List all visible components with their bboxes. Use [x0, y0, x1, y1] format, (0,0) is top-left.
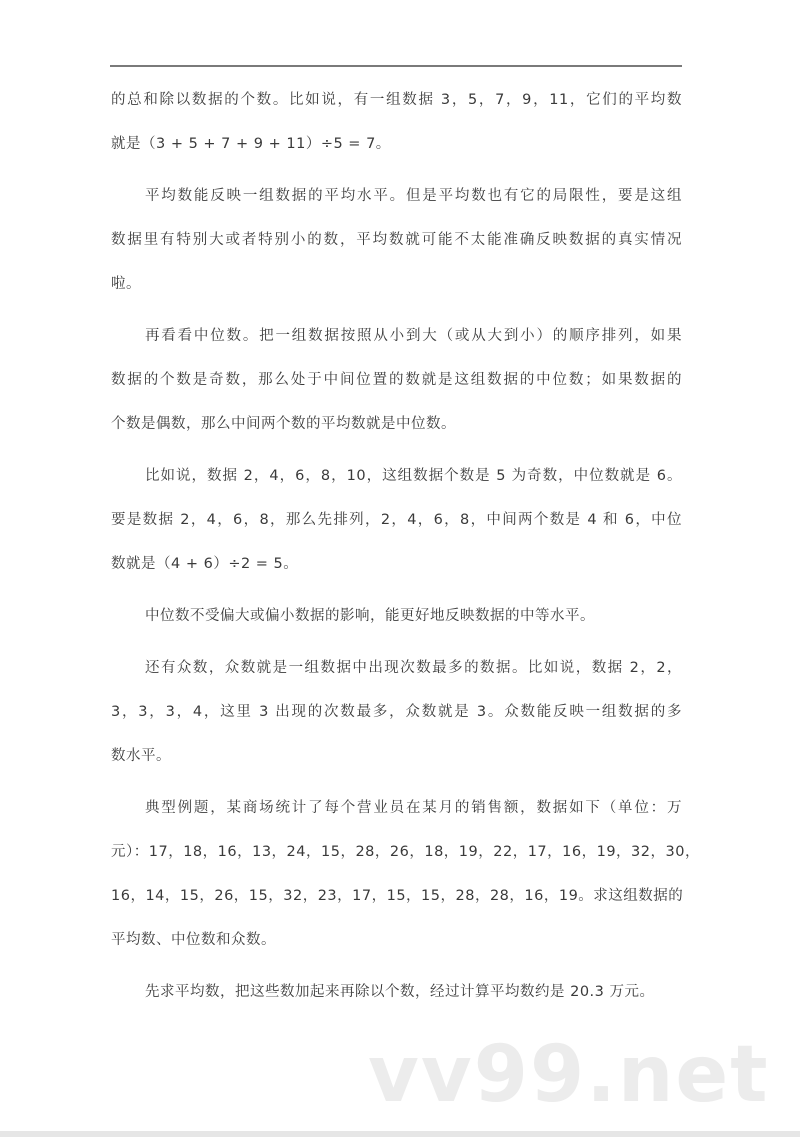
watermark: vv99.net — [368, 1030, 770, 1120]
text-line: 啦。 — [111, 276, 141, 292]
text-line: 数水平。 — [111, 748, 171, 764]
text-line: 就是（3 + 5 + 7 + 9 + 11）÷5 = 7。 — [111, 136, 391, 152]
text-line: 元）：17，18，16，13，24，15，28，26，18，19，22，17，16，19，32，30， — [111, 844, 700, 860]
text-line: 个数是偶数，那么中间两个数的平均数就是中位数。 — [111, 416, 456, 432]
paragraph — [111, 794, 700, 970]
text-line: 数据里有特别大或者特别小的数，平均数就可能不太能准确反映数据的真实情况 — [111, 232, 682, 248]
paragraph — [111, 978, 682, 1022]
text-line: 数就是（4 + 6）÷2 = 5。 — [111, 556, 299, 572]
text-line: 典型例题，某商场统计了每个营业员在某月的销售额，数据如下（单位：万 — [145, 800, 682, 816]
text-line: 中位数不受偏大或偏小数据的影响，能更好地反映数据的中等水平。 — [145, 608, 595, 624]
page-bottom-edge — [0, 1131, 800, 1137]
text-line: 先求平均数，把这些数加起来再除以个数，经过计算平均数约是 20.3 万元。 — [145, 984, 655, 1000]
text-line: 3，3，3，4，这里 3 出现的次数最多，众数就是 3。众数能反映一组数据的多 — [111, 704, 682, 720]
text-line: 平均数、中位数和众数。 — [111, 932, 276, 948]
text-line: 数据的个数是奇数，那么处于中间位置的数就是这组数据的中位数；如果数据的 — [111, 372, 682, 388]
paragraph — [111, 322, 682, 454]
paragraph — [111, 602, 682, 646]
document-body — [111, 86, 700, 1030]
text-line: 平均数能反映一组数据的平均水平。但是平均数也有它的局限性，要是这组 — [145, 188, 682, 204]
header-rule — [110, 65, 682, 67]
text-line: 16，14，15，26，15，32，23，17，15，15，28，28，16，19。求这组数据的 — [111, 888, 684, 904]
paragraph — [111, 462, 682, 594]
text-line: 还有众数，众数就是一组数据中出现次数最多的数据。比如说，数据 2，2， — [145, 660, 682, 676]
paragraph — [111, 654, 682, 786]
text-line: 再看看中位数。把一组数据按照从小到大（或从大到小）的顺序排列，如果 — [145, 328, 682, 344]
paragraph — [111, 86, 682, 174]
text-line: 的总和除以数据的个数。比如说，有一组数据 3，5，7，9，11，它们的平均数 — [111, 92, 682, 108]
text-line: 比如说，数据 2，4，6，8，10，这组数据个数是 5 为奇数，中位数就是 6。 — [145, 468, 682, 484]
paragraph — [111, 182, 682, 314]
text-line: 要是数据 2，4，6，8，那么先排列，2，4，6，8，中间两个数是 4 和 6，中位 — [111, 512, 682, 528]
